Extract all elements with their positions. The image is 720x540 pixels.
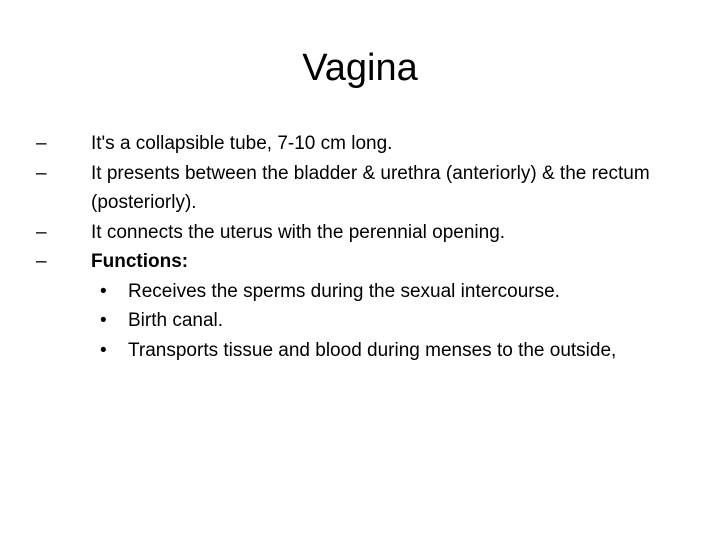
bullet-marker: • [100, 310, 107, 331]
list-item-text: It presents between the bladder & urethra (anteriorly) & the rectum (posteriorly). [91, 162, 650, 213]
list-item-functions [36, 247, 676, 277]
list-item [36, 129, 676, 159]
sub-list-item [36, 306, 676, 336]
functions-list [36, 277, 676, 366]
functions-heading: Functions: [91, 251, 189, 272]
sub-list-item-text: Transports tissue and blood during menses to the outside, [128, 339, 617, 361]
list-item [36, 159, 676, 218]
dash-marker: – [36, 162, 47, 184]
list-item [36, 218, 676, 248]
bullet-marker: • [100, 280, 107, 302]
slide-title: Vagina [302, 47, 418, 89]
bullet-marker: • [100, 339, 107, 361]
list-item-text: It connects the uterus with the perennial opening. [91, 221, 506, 243]
dash-marker: – [36, 221, 47, 243]
slide-body [36, 129, 676, 365]
dash-marker: – [36, 251, 47, 272]
sub-list-item-text: Receives the sperms during the sexual intercourse. [128, 280, 560, 302]
sub-list-item-text: Birth canal. [128, 310, 224, 331]
sub-list-item [36, 336, 676, 366]
dash-marker: – [36, 133, 47, 154]
list-item-text: It's a collapsible tube, 7-10 cm long. [91, 133, 393, 154]
sub-list-item [36, 277, 676, 307]
